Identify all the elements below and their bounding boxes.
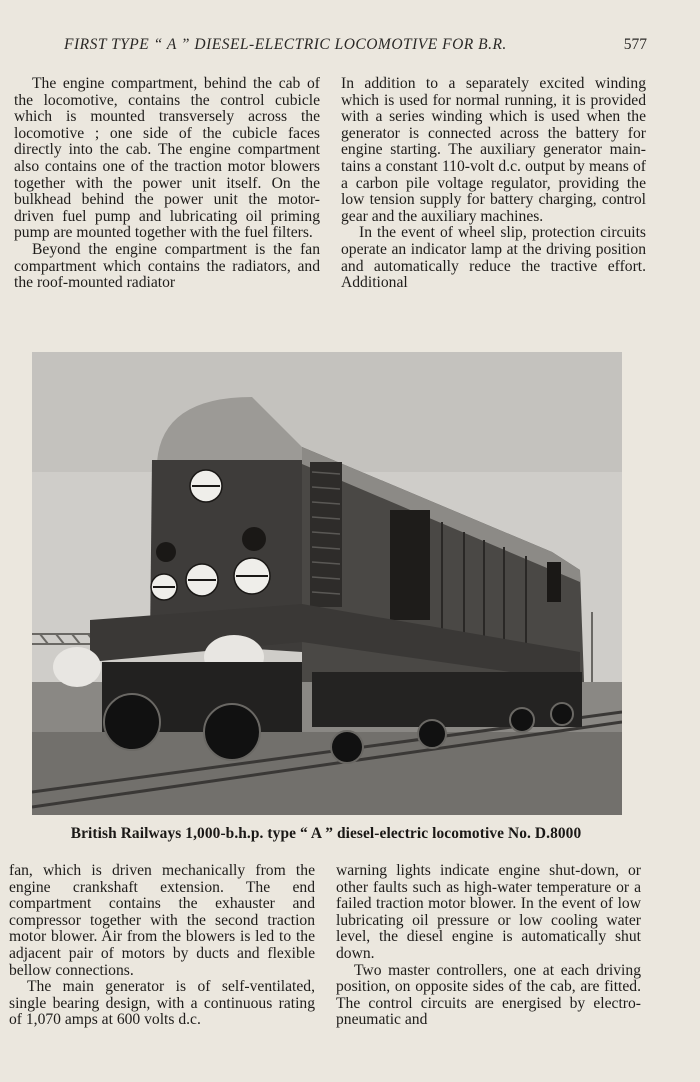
locomotive-photo [32,352,622,815]
column-top-left [14,76,320,292]
paragraph: warning lights indicate engine shut-down, or other faults such as high-water temperature or a failed traction motor blower. In the event of low lubricating oil pressure or low cooling water level, the diesel engine is automatically shut down. [336,862,641,962]
paragraph: The engine compartment, behind the cab of the locomotive, contains the control cubicle which is mounted transversely across the locomotive ; one side of the cubicle faces directly into the cab. The engine compartment also contains one of the traction motor blowers together with the power unit itself. On the bulkhead behind the power unit the motor-driven fuel pump and lubricating oil priming pump are mounted together with the fuel filters. [14,75,320,242]
running-title: FIRST TYPE “ A ” DIESEL-ELECTRIC LOCOMOTIVE FOR B.R. [64,36,507,53]
column-top-right [341,76,646,292]
column-bottom-right [336,863,641,1029]
paragraph: Two master controllers, one at each driving position, on opposite sides of the cab, are fitted. The control circuits are energised by electro-pneumatic and [336,961,641,1029]
column-bottom-left [9,863,315,1029]
page-number: 577 [623,36,647,53]
paragraph: fan, which is driven mechanically from the engine crankshaft extension. The end compartment contains the exhauster and compressor together with the second traction motor blower. Air from the blowers is led to the adjacent pair of motors by ducts and flexible bellow connections. [9,862,315,979]
paragraph: In the event of wheel slip, protection circuits operate an indicator lamp at the driving position and automatically reduce the tractive effort. Additional [341,224,646,292]
paragraph: The main generator is of self-ventilated, single bearing design, with a continuous rating of 1,070 amps at 600 volts d.c. [9,978,315,1029]
paragraph: Beyond the engine compartment is the fan compartment which contains the radiators, and the roof-mounted radiator [14,240,320,292]
paragraph: In addition to a separately excited winding which is used for normal running, it is provided with a series winding which is used when the generator is connected across the battery for engine starting. The auxiliary generator maintains a constant 110-volt d.c. output by means of a carbon pile voltage regulator, providing the low tension supply for battery charging, control gear and the auxiliary machines. [341,75,646,225]
running-header [0,36,700,58]
figure-caption: British Railways 1,000-b.h.p. type “ A ” diesel-electric locomotive No. D.8000 [70,825,582,842]
